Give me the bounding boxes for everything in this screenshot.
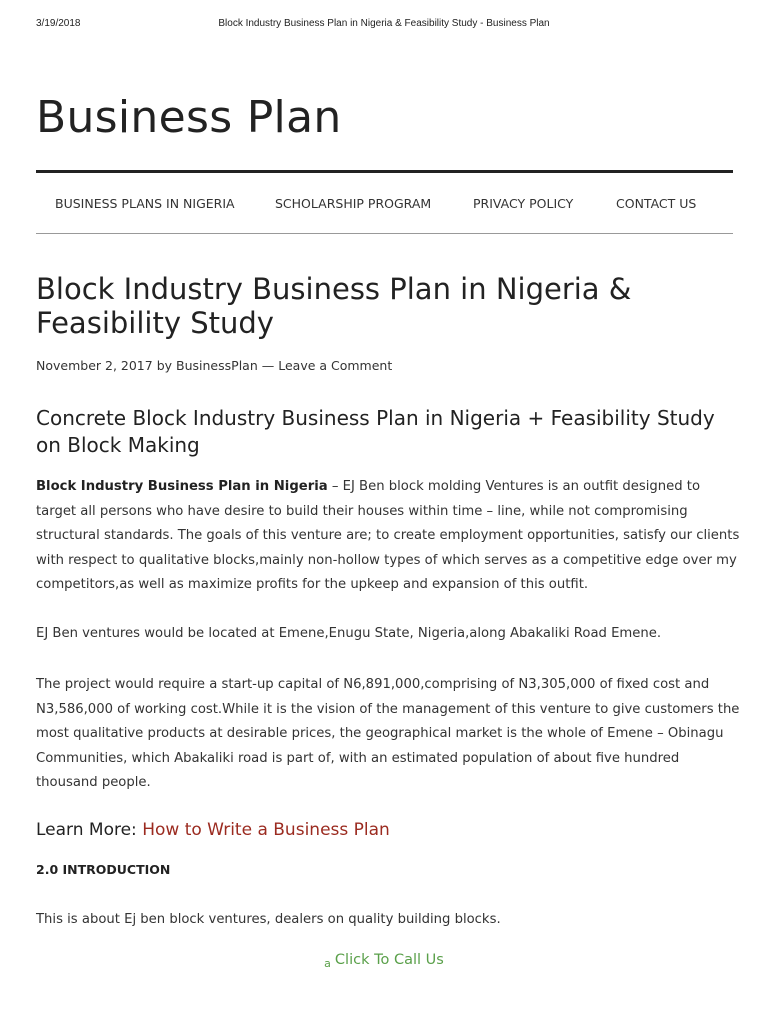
learn-more-link[interactable]: How to Write a Business Plan xyxy=(142,820,390,840)
location-paragraph: EJ Ben ventures would be located at Emene,Enugu State, Nigeria,along Abakaliki Road Emene. xyxy=(36,626,662,641)
header-divider-top xyxy=(36,170,733,173)
print-page-title: Block Industry Business Plan in Nigeria & Feasibility Study - Business Plan xyxy=(218,18,550,29)
post-subheading: Concrete Block Industry Business Plan in Nigeria + Feasibility Study on Block Making xyxy=(36,406,715,457)
nav-item-business-plans-in-nigeria[interactable]: BUSINESS PLANS IN NIGERIA xyxy=(55,196,235,211)
click-to-call xyxy=(0,952,768,970)
intro-bold-lead: Block Industry Business Plan in Nigeria xyxy=(36,479,328,494)
introduction-paragraph: This is about Ej ben block ventures, dealers on quality building blocks. xyxy=(36,912,501,927)
post-by: by xyxy=(156,358,173,373)
post-title: Block Industry Business Plan in Nigeria & Feasibility Study xyxy=(36,272,632,340)
post-author-link[interactable]: BusinessPlan xyxy=(176,358,258,373)
print-header xyxy=(0,18,768,32)
nav-item-scholarship-program[interactable]: SCHOLARSHIP PROGRAM xyxy=(275,196,432,211)
nav-item-privacy-policy[interactable]: PRIVACY POLICY xyxy=(473,196,574,211)
intro-text: – EJ Ben block molding Ventures is an outfit designed to target all persons who have desire to build their houses within time – line, while not compromising structural standards. The goals of this venture are; to create employment opportunities, satisfy our clients with respect to qualitative blocks,mainly non-hollow types of which serves as a competitive edge over my competitors,as well as maximize profits for the upkeep and expansion of this outfit. xyxy=(36,479,740,593)
meta-separator: — xyxy=(261,358,275,373)
intro-paragraph xyxy=(36,475,740,598)
leave-comment-link[interactable]: Leave a Comment xyxy=(278,358,393,373)
nav-item-contact-us[interactable]: CONTACT US xyxy=(616,196,697,211)
capital-paragraph: The project would require a start-up capital of N6,891,000,comprising of N3,305,000 of fixed cost and N3,586,000 of working cost.While it is the vision of the management of this venture to give customers the most qualitative products at desirable prices, the geographical market is the whole of Emene – Obinagu Communities, which Abakaliki road is part of, with an estimated population of about five hundred thousand people. xyxy=(36,677,740,791)
click-to-call-link[interactable]: Click To Call Us xyxy=(334,952,444,968)
learn-more xyxy=(36,820,390,840)
learn-more-label: Learn More: xyxy=(36,820,143,840)
site-title[interactable]: Business Plan xyxy=(36,92,342,143)
post-date-link[interactable]: November 2, 2017 xyxy=(36,358,153,373)
print-date: 3/19/2018 xyxy=(36,18,81,29)
post-meta xyxy=(36,358,392,373)
phone-icon: a xyxy=(324,957,331,970)
main-nav xyxy=(36,196,733,212)
section-heading-introduction: 2.0 INTRODUCTION xyxy=(36,862,171,877)
header-divider-bottom xyxy=(36,233,733,234)
